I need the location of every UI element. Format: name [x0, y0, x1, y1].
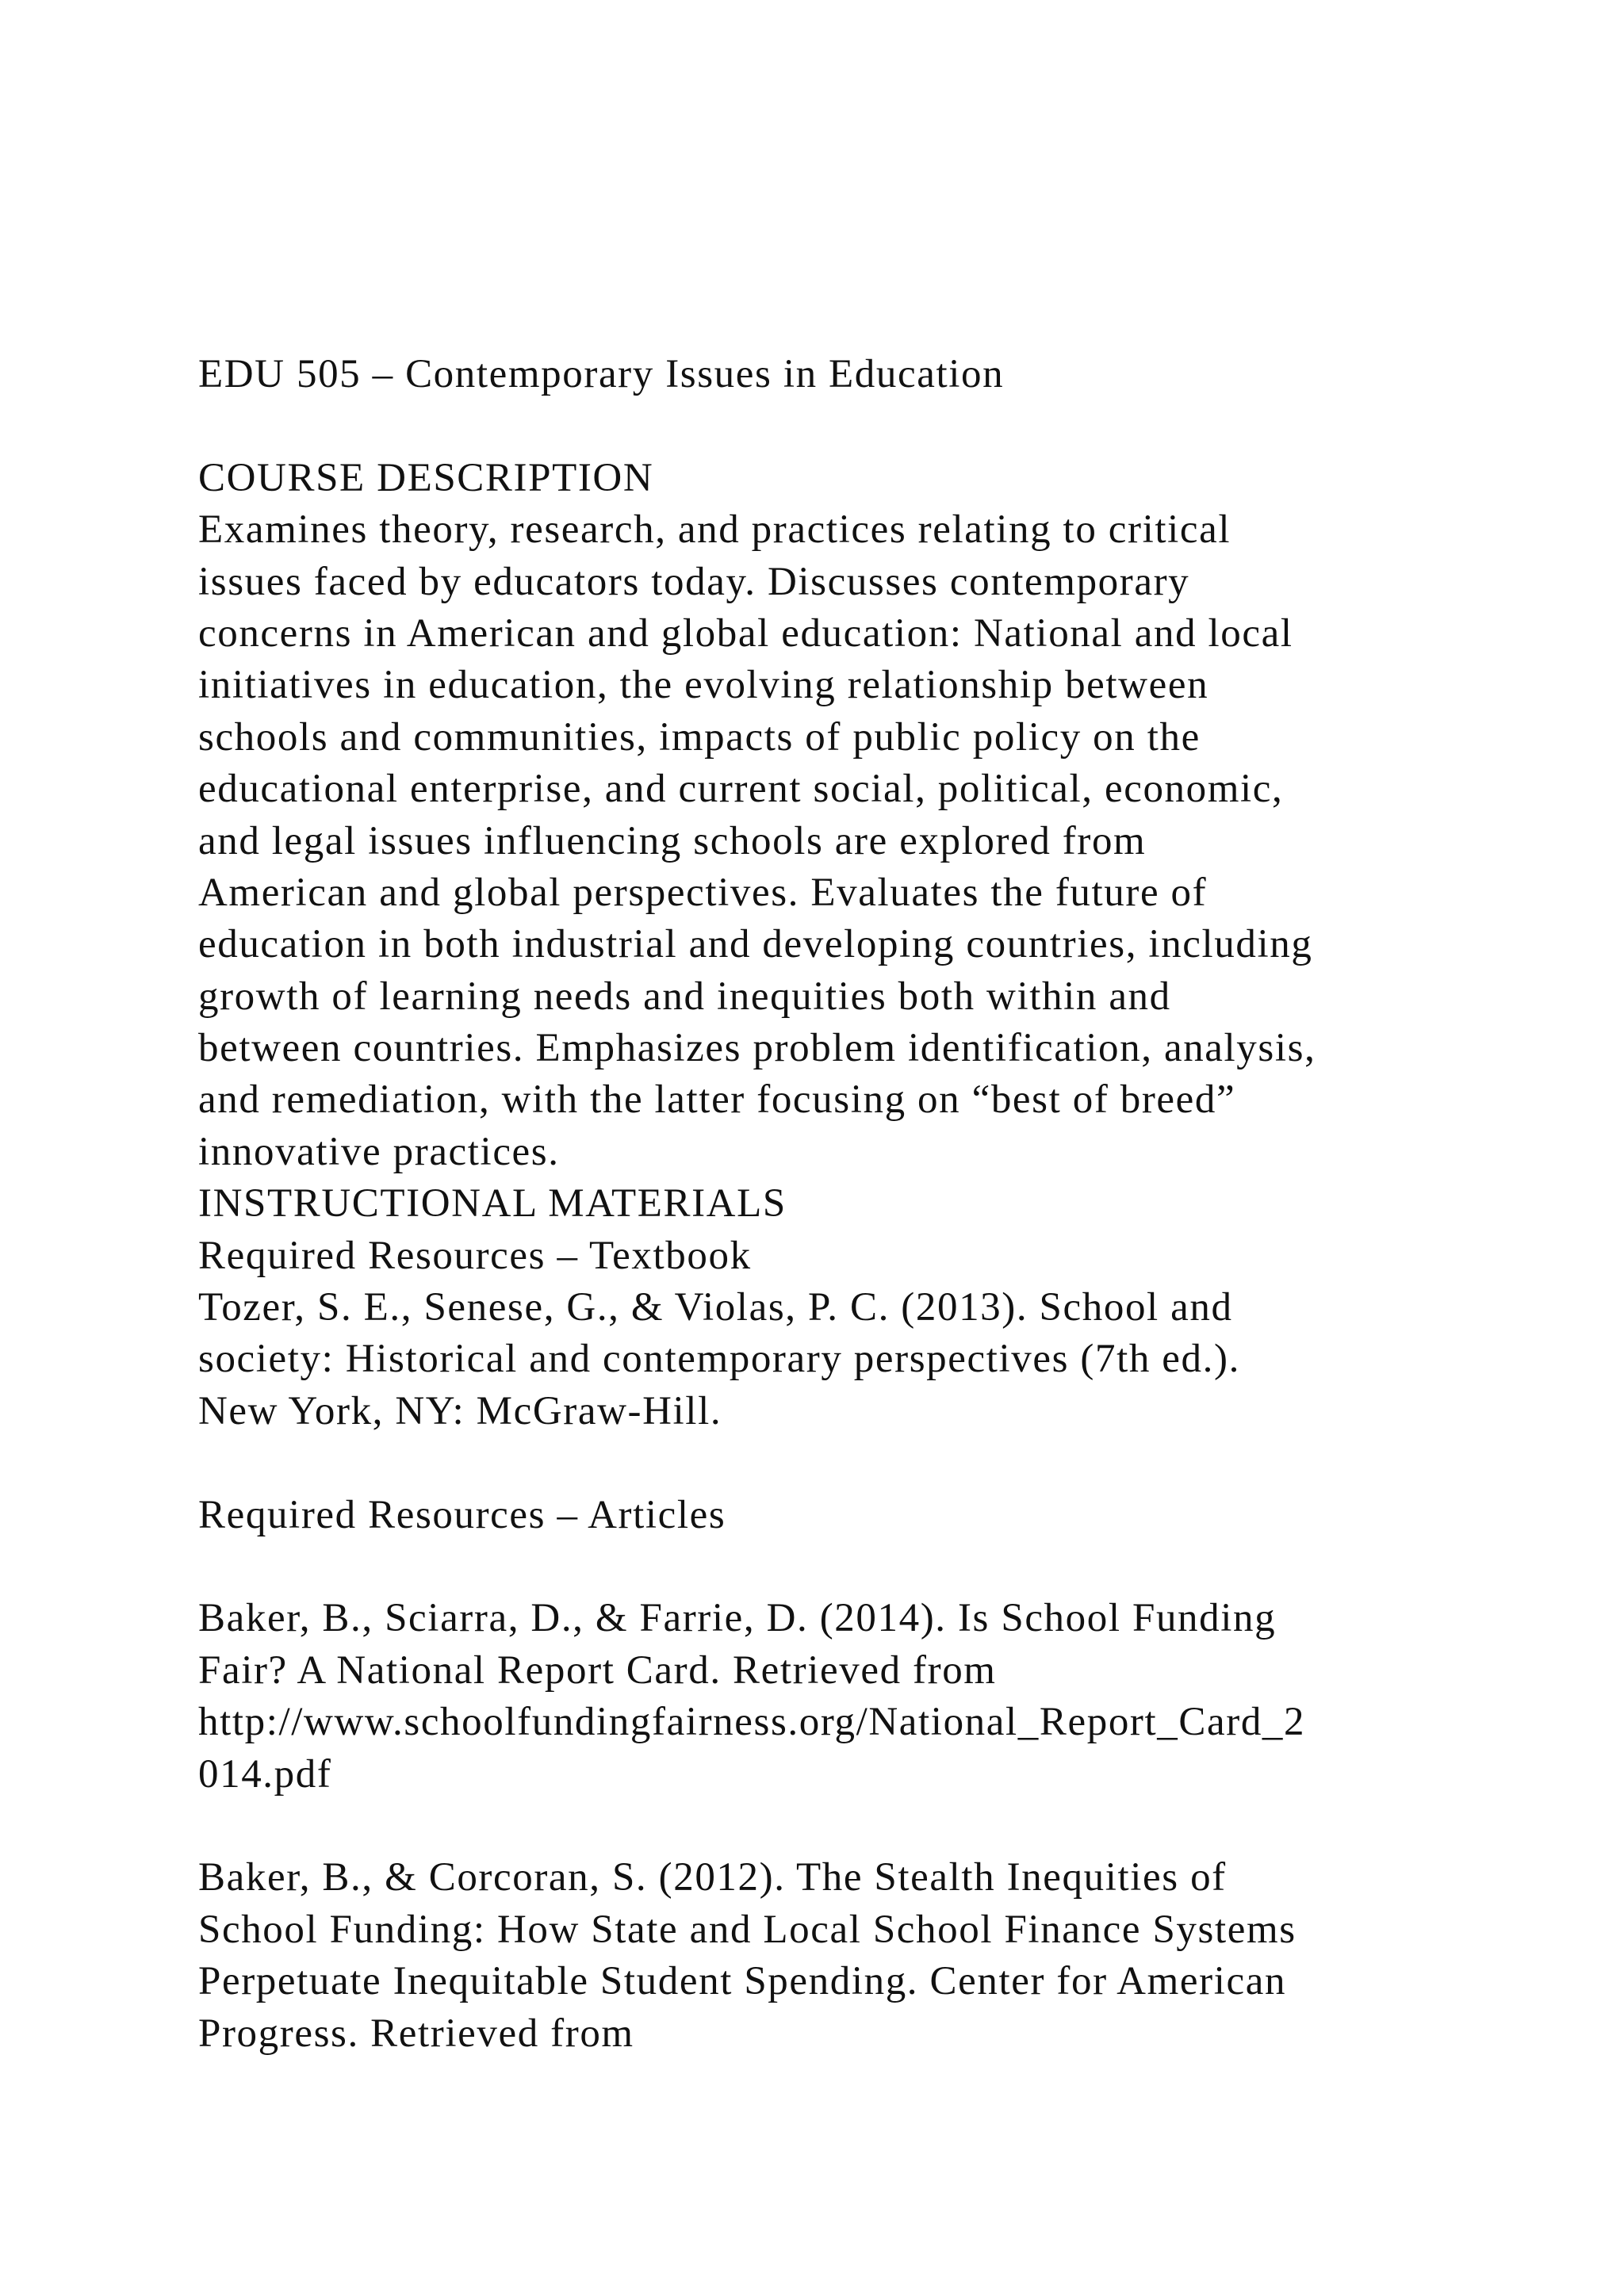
description-line: and remediation, with the latter focusing on “best of breed” — [198, 1077, 1236, 1123]
reference-line: Baker, B., Sciarra, D., & Farrie, D. (2014). Is School Funding — [198, 1596, 1277, 1641]
description-line: issues faced by educators today. Discusses contemporary — [198, 559, 1190, 604]
reference-line: New York, NY: McGraw-Hill. — [198, 1388, 722, 1433]
reference-url-line: 014.pdf — [198, 1751, 332, 1797]
reference-line: Tozer, S. E., Senese, G., & Violas, P. C. (2013). School and — [198, 1285, 1233, 1330]
description-line: growth of learning needs and inequities both within and — [198, 974, 1171, 1019]
section-heading-instructional-materials: INSTRUCTIONAL MATERIALS — [198, 1181, 787, 1226]
reference-line: Progress. Retrieved from — [198, 2011, 634, 2056]
blank-line — [198, 400, 1499, 452]
blank-line — [198, 1541, 1499, 1593]
description-line: educational enterprise, and current social, political, economic, — [198, 767, 1284, 812]
course-title: EDU 505 – Contemporary Issues in Education — [198, 352, 1005, 396]
reference-url-line: http://www.schoolfundingfairness.org/National_Report_Card_2 — [198, 1700, 1306, 1745]
document-body — [198, 349, 1499, 2060]
subheading-articles: Required Resources – Articles — [198, 1492, 726, 1537]
section-heading-course-description: COURSE DESCRIPTION — [198, 455, 654, 500]
description-line: innovative practices. — [198, 1129, 560, 1174]
reference-line: Baker, B., & Corcoran, S. (2012). The Stealth Inequities of — [198, 1855, 1227, 1900]
description-line: initiatives in education, the evolving relationship between — [198, 663, 1209, 708]
description-line: concerns in American and global education: National and local — [198, 610, 1293, 656]
blank-line — [198, 1437, 1499, 1489]
reference-line: society: Historical and contemporary perspectives (7th ed.). — [198, 1337, 1240, 1382]
description-line: between countries. Emphasizes problem identification, analysis, — [198, 1026, 1316, 1071]
description-line: education in both industrial and developing countries, including — [198, 922, 1313, 967]
description-line: Examines theory, research, and practices relating to critical — [198, 507, 1231, 553]
description-line: and legal issues influencing schools are explored from — [198, 818, 1147, 863]
subheading-textbook: Required Resources – Textbook — [198, 1233, 752, 1278]
blank-line — [198, 1800, 1499, 1852]
description-line: American and global perspectives. Evaluates the future of — [198, 870, 1208, 915]
reference-line: School Funding: How State and Local School Finance Systems — [198, 1907, 1297, 1952]
reference-line: Perpetuate Inequitable Student Spending. Center for American — [198, 1959, 1287, 2004]
description-line: schools and communities, impacts of public policy on the — [198, 714, 1201, 760]
reference-line: Fair? A National Report Card. Retrieved from — [198, 1647, 997, 1693]
